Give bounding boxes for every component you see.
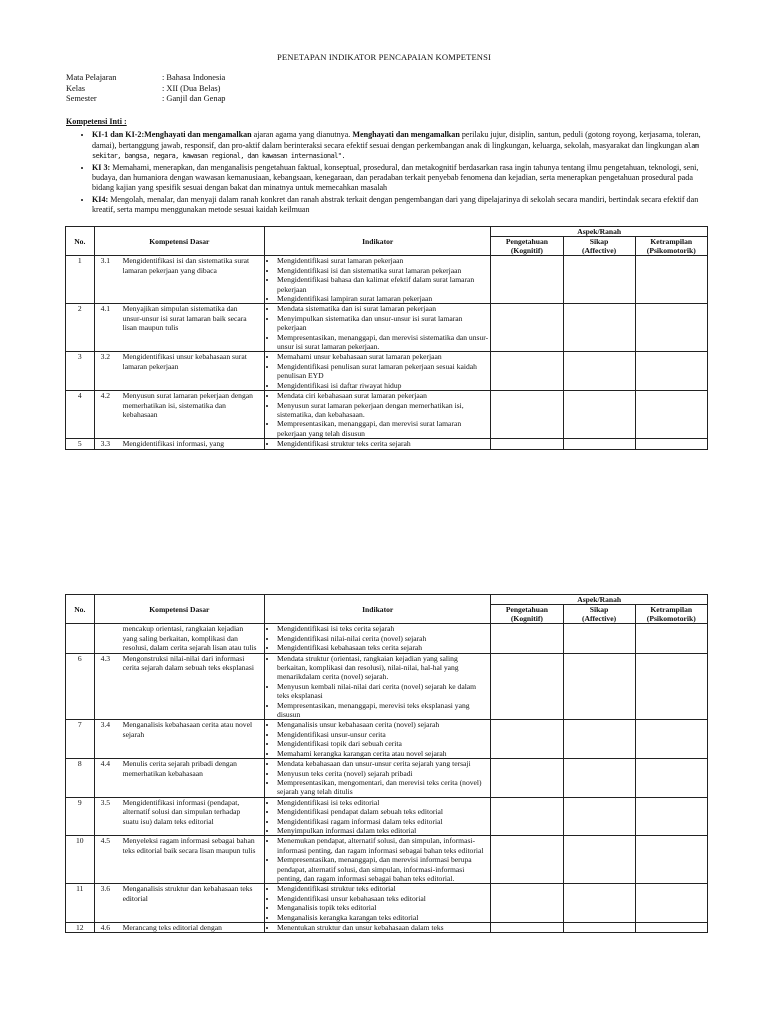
indicator-item: • Memahami kerangka karangan cerita atau novel sejarah bbox=[277, 749, 488, 758]
kd-wrap bbox=[97, 304, 262, 332]
kd-cell bbox=[94, 352, 264, 391]
kd-number: 3.6 bbox=[100, 884, 111, 894]
kd-number: 3.2 bbox=[100, 352, 111, 362]
indicator-list bbox=[267, 304, 488, 351]
indicator-item: • Menemukan pendapat, alternatif solusi, dan simpulan, informasi-informasi penting, dan ragam informasi sebagai bahan teks editorial bbox=[277, 836, 488, 855]
indicator-list bbox=[267, 836, 488, 883]
indicator-item: • Mengidentifikasi isi daftar riwayat hidup bbox=[277, 381, 488, 390]
sikap-cell bbox=[563, 923, 635, 933]
ki-4-item bbox=[92, 195, 706, 216]
info-label: Kelas bbox=[66, 83, 86, 93]
row-number: 2 bbox=[66, 304, 95, 352]
table-row bbox=[66, 720, 708, 759]
ki-3-item bbox=[92, 163, 706, 194]
header-sikap-sub: (Affective) bbox=[581, 614, 617, 624]
table-row bbox=[66, 624, 708, 653]
header-sikap-line: Sikap bbox=[589, 237, 609, 247]
competency-table-1 bbox=[65, 226, 708, 450]
kd-number: 4.2 bbox=[100, 391, 111, 401]
header-ketrampilan-sub: (Psikomotorik) bbox=[646, 614, 696, 624]
kd-wrap bbox=[97, 759, 262, 778]
indicator-item: • Mengidentifikasi isi dan sistematika surat lamaran pekerjaan bbox=[277, 266, 488, 275]
indicator-item: • Mempresentasikan, mengomentari, dan merevisi teks cerita (novel) sejarah yang telah ditulis bbox=[277, 778, 488, 797]
competency-table-2 bbox=[65, 594, 708, 933]
indicator-item: • Mengidentifikasi unsur-unsur cerita bbox=[277, 730, 488, 739]
kd-number: 3.1 bbox=[100, 256, 111, 266]
row-number: 6 bbox=[66, 653, 95, 720]
header-ketrampilan bbox=[635, 605, 707, 624]
header-indikator: Indikator bbox=[265, 227, 491, 256]
kd-text: Menganalisis struktur dan kebahasaan teks editorial bbox=[122, 884, 253, 903]
ketrampilan-cell bbox=[635, 352, 707, 391]
ketrampilan-cell bbox=[635, 653, 707, 720]
indicator-list bbox=[267, 439, 488, 448]
indicator-list bbox=[267, 352, 488, 390]
kd-wrap bbox=[97, 720, 262, 739]
kd-wrap bbox=[97, 391, 262, 419]
sikap-cell bbox=[563, 797, 635, 836]
table-row bbox=[66, 256, 708, 304]
kd-text: Menyeleksi ragam informasi sebagai bahan teks editorial baik secara lisan maupun tulis bbox=[122, 836, 256, 855]
ketrampilan-cell bbox=[635, 836, 707, 884]
indicator-item: • Mempresentasikan, menanggapi, dan merevisi informasi berupa pendapat, alternatif solusi, dan simpulan, informasi-informasi penting, dan ragam informasi sebagai bahan teks editorial. bbox=[277, 855, 488, 883]
sikap-cell bbox=[563, 720, 635, 759]
row-number: 1 bbox=[66, 256, 95, 304]
ki-3-label: KI 3: bbox=[92, 162, 111, 172]
kd-wrap bbox=[97, 654, 262, 673]
kd-number bbox=[97, 624, 123, 652]
indicator-item: • Mengidentifikasi topik dari sebuah cerita bbox=[277, 739, 488, 748]
ki-1-2-handwritten-text: alam sekitar, bangsa, negara, kawasan regional, dan kawasan internasional". bbox=[92, 141, 699, 161]
row-number: 9 bbox=[66, 797, 95, 836]
indicator-item: • Mengidentifikasi pendapat dalam sebuah teks editorial bbox=[277, 807, 488, 816]
kd-cell bbox=[94, 836, 264, 884]
indicator-item: • Mendata sistematika dan isi surat lamaran pekerjaan bbox=[277, 304, 488, 313]
table-row bbox=[66, 884, 708, 923]
pengetahuan-cell bbox=[491, 304, 563, 352]
indicator-cell bbox=[265, 759, 491, 798]
table-row bbox=[66, 352, 708, 391]
indicator-item: • Menyusun surat lamaran pekerjaan dengan memerhatikan isi, sistematika, dan kebahasaan. bbox=[277, 401, 488, 420]
sikap-cell bbox=[563, 759, 635, 798]
info-row-class bbox=[66, 84, 226, 95]
row-number bbox=[66, 624, 95, 653]
pengetahuan-cell bbox=[491, 884, 563, 923]
indicator-item: • Menganalisis kerangka karangan teks editorial bbox=[277, 913, 488, 922]
header-no: No. bbox=[66, 227, 95, 256]
kd-wrap bbox=[97, 624, 262, 652]
indicator-list bbox=[267, 720, 488, 758]
indicator-cell bbox=[265, 653, 491, 720]
indicator-item: • Mendata struktur (orientasi, rangkaian kejadian yang saling berkaitan, komplikasi dan resolusi), nilai-nilai, hal-hal yang menarikdalam cerita (novel) sejarah. bbox=[277, 654, 488, 682]
ketrampilan-cell bbox=[635, 923, 707, 933]
pengetahuan-cell bbox=[491, 352, 563, 391]
kd-text: Mengidentifikasi informasi, yang bbox=[122, 439, 225, 449]
kd-number: 3.5 bbox=[100, 797, 111, 807]
row-number: 7 bbox=[66, 720, 95, 759]
kd-wrap bbox=[97, 798, 262, 826]
indicator-cell bbox=[265, 439, 491, 449]
indicator-cell bbox=[265, 352, 491, 391]
header-ketrampilan-sub: (Psikomotorik) bbox=[646, 246, 696, 256]
kd-text: Menyusun surat lamaran pekerjaan dengan memerhatikan isi, sistematika dan kebahasaan bbox=[122, 391, 253, 419]
document-title: PENETAPAN INDIKATOR PENCAPAIAN KOMPETENSI bbox=[277, 52, 491, 62]
indicator-item: • Menyusun teks cerita (novel) sejarah pribadi bbox=[277, 769, 488, 778]
kd-text: Menyajikan simpulan sistematika dan unsur-unsur isi surat lamaran baik secara lisan maupun tulis bbox=[122, 304, 247, 333]
table-1-body bbox=[66, 256, 708, 449]
kd-wrap bbox=[97, 439, 262, 448]
indicator-item: • Mengidentifikasi bahasa dan kalimat efektif dalam surat lamaran pekerjaan bbox=[277, 275, 488, 294]
kd-cell bbox=[94, 624, 264, 653]
row-number: 12 bbox=[66, 923, 95, 933]
indicator-item: • Mendata ciri kebahasaan surat lamaran pekerjaan bbox=[277, 391, 488, 400]
ketrampilan-cell bbox=[635, 759, 707, 798]
sikap-cell bbox=[563, 439, 635, 449]
indicator-list bbox=[267, 654, 488, 720]
header-pengetahuan-line: Pengetahuan bbox=[505, 605, 549, 615]
kd-cell bbox=[94, 653, 264, 720]
ki-1-2-text: perilaku jujur, disiplin, santun, peduli (gotong royong, kerjasama, toleran, damai), bertanggung jawab, responsif, dan pro-aktif dalam berinteraksi secara efektif sesuai dengan perkembangan anak di lingkungan, keluarga, sekolah, masyarakat dan lingkungan bbox=[92, 130, 701, 150]
indicator-item: • Menyusun kembali nilai-nilai dari cerita (novel) sejarah ke dalam teks eksplanasi bbox=[277, 682, 488, 701]
indicator-item: • Mengidentifikasi kebahasaan teks cerita sejarah bbox=[277, 643, 488, 652]
pengetahuan-cell bbox=[491, 923, 563, 933]
sikap-cell bbox=[563, 391, 635, 439]
indicator-cell bbox=[265, 304, 491, 352]
indicator-cell bbox=[265, 391, 491, 439]
sikap-cell bbox=[563, 653, 635, 720]
pengetahuan-cell bbox=[491, 624, 563, 653]
header-sikap-line: Sikap bbox=[589, 605, 609, 615]
pengetahuan-cell bbox=[491, 391, 563, 439]
kd-text: Mengonstruksi nilai-nilai dari informasi cerita sejarah dalam sebuah teks eksplanasi bbox=[122, 653, 254, 673]
kd-cell bbox=[94, 923, 264, 933]
pengetahuan-cell bbox=[491, 720, 563, 759]
indicator-item: • Mengidentifikasi unsur kebahasaan teks editorial bbox=[277, 894, 488, 903]
sikap-cell bbox=[563, 624, 635, 653]
indicator-item: • Menentukan struktur dan unsur kebahasaan dalam teks bbox=[277, 923, 488, 932]
kd-wrap bbox=[97, 256, 262, 275]
indicator-item: • Mengidentifikasi lampiran surat lamaran pekerjaan bbox=[277, 294, 488, 303]
header-sikap bbox=[563, 237, 635, 256]
header-ketrampilan-line: Ketrampilan bbox=[650, 237, 693, 247]
document-page-2 bbox=[0, 590, 768, 1024]
indicator-cell bbox=[265, 720, 491, 759]
info-value: : XII (Dua Belas) bbox=[162, 83, 221, 93]
table-row bbox=[66, 836, 708, 884]
sikap-cell bbox=[563, 256, 635, 304]
kd-cell bbox=[94, 256, 264, 304]
kd-wrap bbox=[97, 923, 262, 932]
sikap-cell bbox=[563, 884, 635, 923]
indicator-list bbox=[267, 798, 488, 836]
kd-text: mencakup orientasi, rangkaian kejadian yang saling berkaitan, komplikasi dan resolusi, dalam cerita sejarah lisan atau tulis bbox=[122, 624, 257, 653]
kd-number: 4.5 bbox=[100, 836, 111, 846]
ketrampilan-cell bbox=[635, 256, 707, 304]
indicator-item: • Mengidentifikasi penulisan surat lamaran pekerjaan sesuai kaidah penulisan EYD bbox=[277, 362, 488, 381]
kd-text: Menganalisis kebahasaan cerita atau novel sejarah bbox=[122, 720, 253, 739]
ketrampilan-cell bbox=[635, 624, 707, 653]
header-pengetahuan-sub: (Kognitif) bbox=[510, 246, 543, 256]
indicator-cell bbox=[265, 923, 491, 933]
indicator-item: • Mendata kebahasaan dan unsur-unsur cerita sejarah yang tersaji bbox=[277, 759, 488, 768]
sikap-cell bbox=[563, 352, 635, 391]
indicator-cell bbox=[265, 256, 491, 304]
kd-number: 3.4 bbox=[100, 720, 111, 730]
kd-cell bbox=[94, 304, 264, 352]
kd-wrap bbox=[97, 352, 262, 371]
row-number: 10 bbox=[66, 836, 95, 884]
indicator-item: • Menganalisis unsur kebahasaan cerita (novel) sejarah bbox=[277, 720, 488, 729]
info-row-subject bbox=[66, 73, 226, 84]
indicator-item: • Mempresentasikan, menanggapi, merevisi teks eksplanasi yang disusun bbox=[277, 701, 488, 720]
sikap-cell bbox=[563, 836, 635, 884]
table-row bbox=[66, 439, 708, 449]
kd-text: Mengidentifikasi informasi (pendapat, alternatif solusi dan simpulan terhadap suatu isu) dalam teks editorial bbox=[122, 797, 241, 826]
info-value: : Bahasa Indonesia bbox=[162, 73, 226, 82]
indicator-list bbox=[267, 256, 488, 303]
indicator-cell bbox=[265, 884, 491, 923]
row-number: 11 bbox=[66, 884, 95, 923]
ketrampilan-cell bbox=[635, 884, 707, 923]
header-kd: Kompetensi Dasar bbox=[94, 227, 264, 256]
pengetahuan-cell bbox=[491, 653, 563, 720]
kd-text: Mengidentifikasi unsur kebahasaan surat lamaran pekerjaan bbox=[122, 352, 247, 371]
subject-info bbox=[66, 73, 226, 105]
kd-text: Mengidentifikasi isi dan sistematika surat lamaran pekerjaan yang dibaca bbox=[122, 256, 250, 275]
pengetahuan-cell bbox=[491, 797, 563, 836]
ki-1-2-item bbox=[92, 130, 706, 161]
info-label: Semester bbox=[66, 94, 97, 104]
info-label: Mata Pelajaran bbox=[66, 73, 117, 82]
header-aspek: Aspek/Ranah bbox=[491, 595, 708, 605]
indicator-item: • Mengidentifikasi struktur teks editorial bbox=[277, 884, 488, 893]
table-row bbox=[66, 304, 708, 352]
row-number: 4 bbox=[66, 391, 95, 439]
ki-1-2-text: ajaran agama yang dianutnya. bbox=[251, 130, 353, 140]
info-value: : Ganjil dan Genap bbox=[162, 94, 226, 104]
table-row bbox=[66, 653, 708, 720]
indicator-item: • Menganalisis topik teks editorial bbox=[277, 903, 488, 912]
indicator-cell bbox=[265, 624, 491, 653]
indicator-list bbox=[267, 624, 488, 652]
indicator-list bbox=[267, 759, 488, 797]
indicator-list bbox=[267, 391, 488, 438]
indicator-item: • Mempresentasikan, menanggapi, dan merevisi sistematika dan unsur-unsur isi surat lamaran pekerjaan. bbox=[277, 333, 488, 352]
ketrampilan-cell bbox=[635, 720, 707, 759]
indicator-cell bbox=[265, 797, 491, 836]
header-sikap bbox=[563, 605, 635, 624]
indicator-item: • Menyimpulkan informasi dalam teks editorial bbox=[277, 826, 488, 835]
kd-number: 4.3 bbox=[100, 653, 111, 663]
header-aspek: Aspek/Ranah bbox=[491, 227, 708, 237]
indicator-cell bbox=[265, 836, 491, 884]
header-pengetahuan-line: Pengetahuan bbox=[505, 237, 549, 247]
header-pengetahuan-sub: (Kognitif) bbox=[510, 614, 543, 624]
indicator-item: • Mengidentifikasi isi teks cerita sejarah bbox=[277, 624, 488, 633]
table-row bbox=[66, 923, 708, 933]
info-row-semester bbox=[66, 94, 226, 105]
header-ketrampilan-line: Ketrampilan bbox=[650, 605, 693, 615]
kd-wrap bbox=[97, 884, 262, 903]
table-row bbox=[66, 759, 708, 798]
ki-3-text: Memahami, menerapkan, dan menganalisis pengetahuan faktual, konseptual, prosedural, dan metakognitif berdasarkan rasa ingin tahunya tentang ilmu pengetahuan, teknologi, seni, budaya, dan humaniora dengan wawasan kemanusiaan, kebangsaan, kenegaraan, dan peradaban terkait penyebab fenomena dan kejadian, serta menerapkan pengetahuan prosedural pada bidang kajian yang spesifik sesuai dengan bakat dan minatnya untuk memecahkan masalah bbox=[92, 162, 699, 193]
kd-number: 3.3 bbox=[100, 439, 111, 449]
indicator-list bbox=[267, 923, 488, 932]
kd-cell bbox=[94, 759, 264, 798]
header-indikator: Indikator bbox=[265, 595, 491, 624]
indicator-item: • Menyimpulkan sistematika dan unsur-unsur isi surat lamaran pekerjaan bbox=[277, 314, 488, 333]
table-row bbox=[66, 391, 708, 439]
ki-heading: Kompetensi Inti : bbox=[66, 117, 127, 126]
indicator-item: • Mempresentasikan, menanggapi, dan merevisi surat lamaran pekerjaan yang telah disusun bbox=[277, 419, 488, 438]
kd-cell bbox=[94, 391, 264, 439]
header-no: No. bbox=[66, 595, 95, 624]
kd-cell bbox=[94, 797, 264, 836]
table-2-body bbox=[66, 624, 708, 933]
header-ketrampilan bbox=[635, 237, 707, 256]
pengetahuan-cell bbox=[491, 439, 563, 449]
page-gap bbox=[0, 520, 768, 590]
header-pengetahuan bbox=[491, 605, 563, 624]
indicator-item: • Mengidentifikasi surat lamaran pekerjaan bbox=[277, 256, 488, 265]
header-kd: Kompetensi Dasar bbox=[94, 595, 264, 624]
kd-number: 4.4 bbox=[100, 759, 111, 769]
header-pengetahuan bbox=[491, 237, 563, 256]
pengetahuan-cell bbox=[491, 256, 563, 304]
row-number: 3 bbox=[66, 352, 95, 391]
core-competencies bbox=[66, 117, 706, 217]
row-number: 5 bbox=[66, 439, 95, 449]
kd-cell bbox=[94, 439, 264, 449]
row-number: 8 bbox=[66, 759, 95, 798]
indicator-item: • Mengidentifikasi nilai-nilai cerita (novel) sejarah bbox=[277, 634, 488, 643]
kd-text: Menulis cerita sejarah pribadi dengan memerhatikan kebahasaan bbox=[122, 759, 237, 778]
table-row bbox=[66, 797, 708, 836]
pengetahuan-cell bbox=[491, 759, 563, 798]
kd-text: Merancang teks editorial dengan bbox=[122, 923, 222, 932]
ketrampilan-cell bbox=[635, 797, 707, 836]
ki-4-text: Mengolah, menalar, dan menyaji dalam ranah konkret dan ranah abstrak terkait dengan pengembangan dari yang dipelajarinya di sekolah secara mandiri, bertindak secara efektif dan kreatif, serta mampu menggunakan metode sesuai kaidah keilmuan bbox=[92, 194, 699, 215]
indicator-item: • Mengidentifikasi struktur teks cerita sejarah bbox=[277, 439, 488, 448]
ketrampilan-cell bbox=[635, 391, 707, 439]
indicator-item: • Mengidentifikasi isi teks editorial bbox=[277, 798, 488, 807]
kd-number: 4.1 bbox=[100, 304, 111, 314]
ki-1-2-bold: Menghayati dan mengamalkan bbox=[144, 130, 252, 140]
kd-number: 4.6 bbox=[100, 923, 111, 932]
ki-1-2-bold: Menghayati dan mengamalkan bbox=[352, 130, 460, 140]
kd-cell bbox=[94, 884, 264, 923]
indicator-list bbox=[267, 884, 488, 922]
ki-1-2-label: KI-1 dan KI-2: bbox=[92, 130, 145, 140]
pengetahuan-cell bbox=[491, 836, 563, 884]
ketrampilan-cell bbox=[635, 439, 707, 449]
sikap-cell bbox=[563, 304, 635, 352]
indicator-item: • Memahami unsur kebahasaan surat lamaran pekerjaan bbox=[277, 352, 488, 361]
kd-cell bbox=[94, 720, 264, 759]
header-sikap-sub: (Affective) bbox=[581, 246, 617, 256]
ketrampilan-cell bbox=[635, 304, 707, 352]
indicator-item: • Mengidentifikasi ragam informasi dalam teks editorial bbox=[277, 817, 488, 826]
kd-wrap bbox=[97, 836, 262, 855]
ki-4-label: KI4: bbox=[92, 194, 109, 204]
